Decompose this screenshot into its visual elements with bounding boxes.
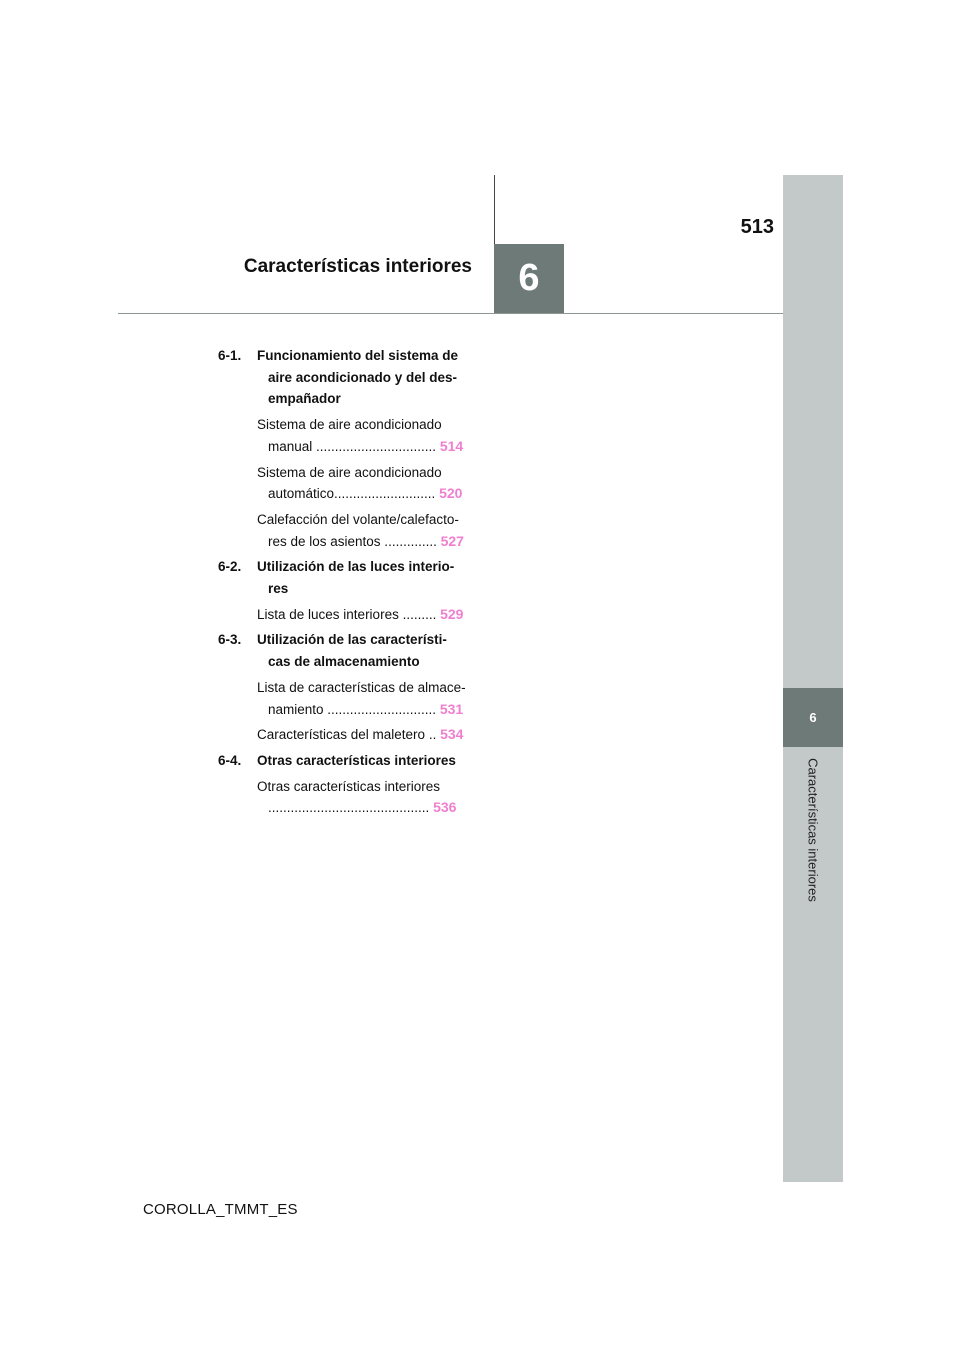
toc-entry[interactable] bbox=[218, 776, 468, 819]
entry-leader: res de los asientos .............. bbox=[268, 533, 437, 549]
entry-title-cont bbox=[257, 436, 468, 458]
toc-entry[interactable] bbox=[218, 677, 468, 720]
page-link[interactable]: 529 bbox=[440, 605, 464, 622]
toc-section-6-2 bbox=[218, 556, 468, 599]
entry-title: Lista de características de almace- bbox=[257, 679, 466, 695]
side-strip bbox=[783, 175, 843, 1182]
side-chapter-tab[interactable]: 6 bbox=[783, 688, 843, 747]
header-vertical-rule bbox=[494, 175, 495, 244]
toc-entry[interactable] bbox=[218, 414, 468, 457]
footer-document-id: COROLLA_TMMT_ES bbox=[143, 1201, 298, 1218]
entry-leader: ........................................... bbox=[268, 800, 430, 816]
section-title-line: aire acondicionado y del des- bbox=[268, 369, 458, 385]
entry-leader: automático........................... bbox=[268, 486, 436, 502]
page-number: 513 bbox=[740, 216, 774, 238]
section-title-line: Otras características interiores bbox=[257, 752, 456, 768]
toc-section-6-1 bbox=[218, 345, 468, 410]
toc-entry[interactable] bbox=[218, 604, 468, 626]
toc-entry[interactable] bbox=[218, 462, 468, 505]
entry-title: Calefacción del volante/calefacto- bbox=[257, 511, 459, 527]
entry-leader: manual ................................ bbox=[268, 438, 437, 454]
entry-title-cont bbox=[257, 531, 468, 553]
entry-title-cont bbox=[257, 797, 468, 819]
toc-entry[interactable] bbox=[218, 509, 468, 552]
section-number: 6-1. bbox=[218, 348, 242, 363]
entry-title-cont bbox=[257, 483, 468, 505]
page-link[interactable]: 534 bbox=[440, 726, 464, 743]
table-of-contents bbox=[218, 345, 468, 823]
entry-title: Sistema de aire acondicionado bbox=[257, 417, 442, 433]
entry-leader: namiento ............................. bbox=[268, 701, 437, 717]
entry-title-cont bbox=[257, 699, 468, 721]
section-title-line: empañador bbox=[268, 391, 341, 407]
page-link[interactable]: 520 bbox=[439, 485, 463, 502]
section-number: 6-3. bbox=[218, 632, 242, 648]
section-title-line: res bbox=[268, 581, 289, 597]
section-title-line: cas de almacenamiento bbox=[268, 654, 420, 670]
entry-title bbox=[257, 604, 468, 626]
section-title-line: Utilización de las luces interio- bbox=[257, 559, 455, 575]
chapter-number-box: 6 bbox=[494, 244, 564, 313]
side-chapter-label: Características interiores bbox=[805, 758, 821, 902]
entry-leader: Lista de luces interiores ......... bbox=[257, 606, 437, 622]
toc-entry[interactable] bbox=[218, 724, 468, 746]
page-link[interactable]: 536 bbox=[433, 799, 457, 816]
section-number: 6-4. bbox=[218, 752, 242, 768]
entry-title: Sistema de aire acondicionado bbox=[257, 464, 442, 480]
page-link[interactable]: 514 bbox=[439, 437, 464, 454]
header-horizontal-rule bbox=[118, 313, 783, 314]
section-title-line: Utilización de las característi- bbox=[257, 632, 447, 648]
entry-leader: Características del maletero .. bbox=[257, 727, 437, 743]
toc-section-6-3 bbox=[218, 629, 468, 672]
chapter-title: Características interiores bbox=[243, 256, 472, 277]
section-title-line: Funcionamiento del sistema de bbox=[257, 348, 459, 363]
toc-section-6-4 bbox=[218, 750, 468, 772]
entry-title bbox=[257, 724, 468, 746]
page-link[interactable]: 527 bbox=[440, 532, 464, 549]
page-link[interactable]: 531 bbox=[439, 700, 464, 717]
section-number: 6-2. bbox=[218, 559, 242, 575]
entry-title: Otras características interiores bbox=[257, 778, 441, 794]
